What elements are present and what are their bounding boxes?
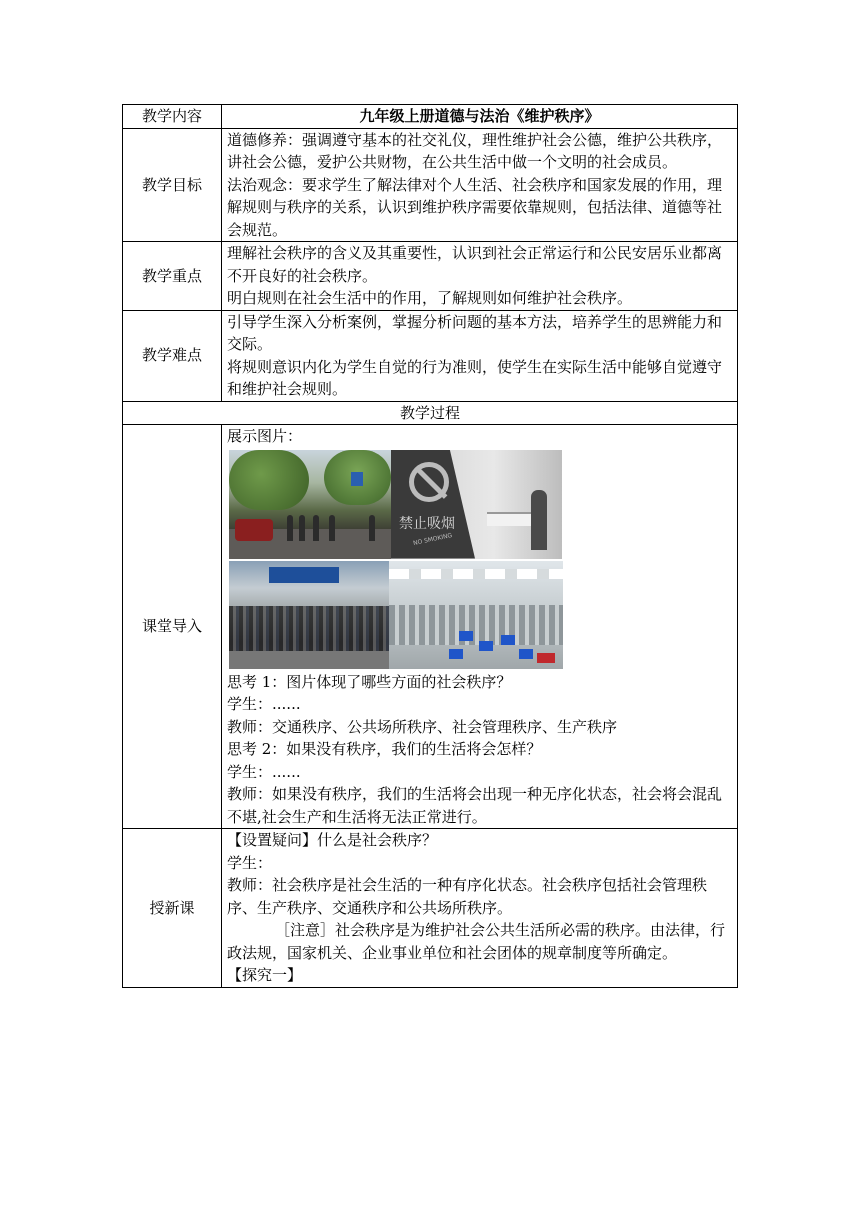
show-pictures-text: 展示图片： xyxy=(227,427,303,445)
photo-row-2 xyxy=(229,561,732,669)
intro-line-3: 教师：交通秩序、公共场所秩序、社会管理秩序、生产秩序 xyxy=(227,717,618,736)
lesson-title-cell xyxy=(222,105,738,129)
no-smoking-icon xyxy=(409,462,449,502)
key-points-content xyxy=(222,242,738,311)
new-lesson-note: ［注意］社会秩序是为维护社会公共生活所必需的秩序。由法律，行政法规，国家机关、企业事业单位和社会团体的规章制度等所确定。 xyxy=(227,921,726,962)
no-smoking-sign-text-en: NO SMOKING xyxy=(412,531,453,547)
intro-line-5: 学生：...... xyxy=(227,762,301,781)
intro-line-6: 教师：如果没有秩序，我们的生活将会出现一种无序化状态，社会将会混乱不堪,社会生产和生活将无法正常进行。 xyxy=(227,785,723,826)
process-title-cell xyxy=(123,401,738,425)
no-smoking-photo xyxy=(391,450,562,559)
photo-watermark-stamp xyxy=(537,653,555,663)
no-smoking-sign-text: 禁止吸烟 xyxy=(399,515,455,532)
key-points-line-2: 明白规则在社会生活中的作用，了解规则如何维护社会秩序。 xyxy=(227,289,633,307)
lesson-title: 九年级上册道德与法治《维护秩序》 xyxy=(359,107,600,125)
goals-label-cell xyxy=(123,128,222,242)
difficulties-line-2: 将规则意识内化为学生自觉的行为准则，使学生在实际生活中能够自觉遵守和维护社会规则。 xyxy=(227,357,723,398)
process-row xyxy=(123,401,738,425)
photo-row-1 xyxy=(229,450,732,559)
new-lesson-row xyxy=(123,829,738,988)
difficulties-row xyxy=(123,310,738,401)
lesson-plan-table xyxy=(122,104,738,988)
key-points-label: 教学重点 xyxy=(141,266,202,285)
header-label: 教学内容 xyxy=(141,107,202,125)
new-lesson-question: 【设置疑问】什么是社会秩序？ xyxy=(227,831,438,849)
difficulties-label-cell xyxy=(123,310,222,401)
header-row xyxy=(123,105,738,129)
goals-label: 教学目标 xyxy=(141,175,202,194)
key-points-row xyxy=(123,242,738,311)
difficulties-line-1: 引导学生深入分析案例，掌握分析问题的基本方法，培养学生的思辨能力和交际。 xyxy=(227,312,723,353)
goals-line-moral: 道德修养：强调遵守基本的社交礼仪，理性维护社会公德，维护公共秩序，讲社会公德，爱护公共财物，在公共生活中做一个文明的社会成员。 xyxy=(227,130,723,171)
intro-label: 课堂导入 xyxy=(141,617,202,636)
intro-line-1: 思考 1：图片体现了哪些方面的社会秩序？ xyxy=(227,672,512,691)
new-lesson-label-cell xyxy=(123,829,222,988)
new-lesson-explore: 【探究一】 xyxy=(227,966,303,984)
airport-security-queue-photo xyxy=(229,561,389,669)
difficulties-content xyxy=(222,310,738,401)
process-title: 教学过程 xyxy=(399,403,460,422)
new-lesson-student: 学生： xyxy=(227,853,273,872)
intro-line-4: 思考 2：如果没有秩序，我们的生活将会怎样？ xyxy=(227,740,542,758)
intro-line-2: 学生：...... xyxy=(227,695,301,713)
street-crossing-photo xyxy=(229,450,391,559)
intro-label-cell xyxy=(123,425,222,829)
new-lesson-teacher: 教师：社会秩序是社会生活的一种有序化状态。社会秩序包括社会管理秩序、生产秩序、交通秩序和公共场所秩序。 xyxy=(227,876,708,917)
header-label-cell xyxy=(123,105,222,129)
new-lesson-content xyxy=(222,829,738,988)
key-points-line-1: 理解社会秩序的含义及其重要性，认识到社会正常运行和公民安居乐业都离不开良好的社会秩序。 xyxy=(227,244,723,285)
difficulties-label: 教学难点 xyxy=(141,346,202,365)
intro-content xyxy=(222,425,738,829)
goals-line-law: 法治观念：要求学生了解法律对个人生活、社会秩序和国家发展的作用，理解规则与秩序的关系，认识到维护秩序需要依靠规则，包括法律、道德等社会规范。 xyxy=(227,175,723,239)
goals-row xyxy=(123,128,738,242)
new-lesson-label: 授新课 xyxy=(149,898,195,917)
factory-workshop-photo xyxy=(389,561,563,669)
key-points-label-cell xyxy=(123,242,222,311)
intro-row xyxy=(123,425,738,829)
goals-content xyxy=(222,128,738,242)
